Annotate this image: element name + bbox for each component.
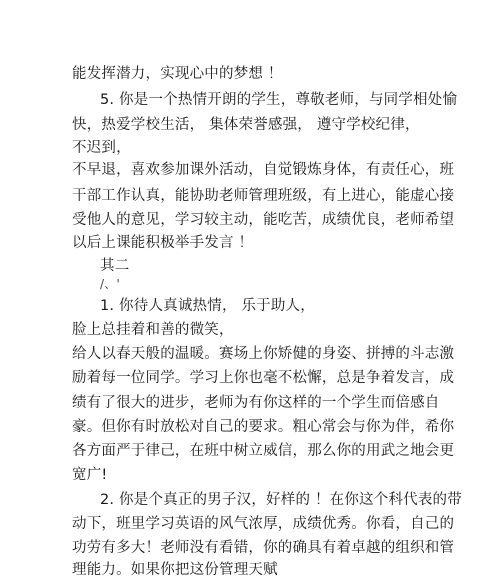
text-line: 快，热爱学校生活， 集体荣誉感强， 遵守学校纪律，: [72, 117, 420, 133]
text-line: 功劳有多大！老师没有看错，你的确具有着卓越的组织和管: [72, 540, 455, 556]
text-line: 动下，班里学习英语的风气浓厚，成绩优秀。你看，自己的: [72, 516, 455, 532]
text-line: 励着每一位同学。学习上你也毫不松懈，总是争着发言，成: [72, 370, 455, 386]
text-line: 不早退，喜欢参加课外活动，自觉锻炼身体，有责任心，班: [72, 162, 455, 178]
text-line: 脸上总挂着和善的微笑，: [72, 322, 234, 338]
text-line: 能发挥潜力，实现心中的梦想 ！: [72, 66, 283, 82]
text-line: 绩有了很大的进步，老师为有你这样的一个学生而倍感自: [72, 395, 440, 411]
section-heading: 其二: [100, 258, 130, 274]
text-line: 各方面严于律己，在班中树立威信，那么你的用武之地会更: [72, 443, 455, 459]
paragraph-5-start: 5. 你是一个热情开朗的学生，尊敬老师，与同学相处愉: [100, 92, 458, 108]
text-line: 豪。但你有时放松对自己的要求。粗心常会与你为伴，希你: [72, 419, 455, 435]
paragraph-1-start: 1. 你待人真诚热情， 乐于助人，: [100, 298, 315, 314]
text-line: 干部工作认真，能协助老师管理班级，有上进心，能虚心接: [72, 188, 455, 204]
text-line: 宽广!: [72, 467, 108, 483]
text-line: 不迟到，: [72, 140, 131, 156]
text-line: 给人以春天般的温暖。赛场上你矫健的身姿、拼搏的斗志激: [72, 346, 455, 362]
paragraph-2-start: 2. 你是个真正的男子汉，好样的 ！在你这个科代表的带: [100, 492, 462, 508]
text-line: 受他人的意见，学习较主动，能吃苦，成绩优良，老师希望: [72, 212, 455, 228]
section-marker: /、': [100, 277, 120, 291]
text-line: 理能力。如果你把这份管理天赋: [72, 562, 278, 578]
text-line: 以后上课能积极举手发言 ！: [72, 235, 254, 251]
